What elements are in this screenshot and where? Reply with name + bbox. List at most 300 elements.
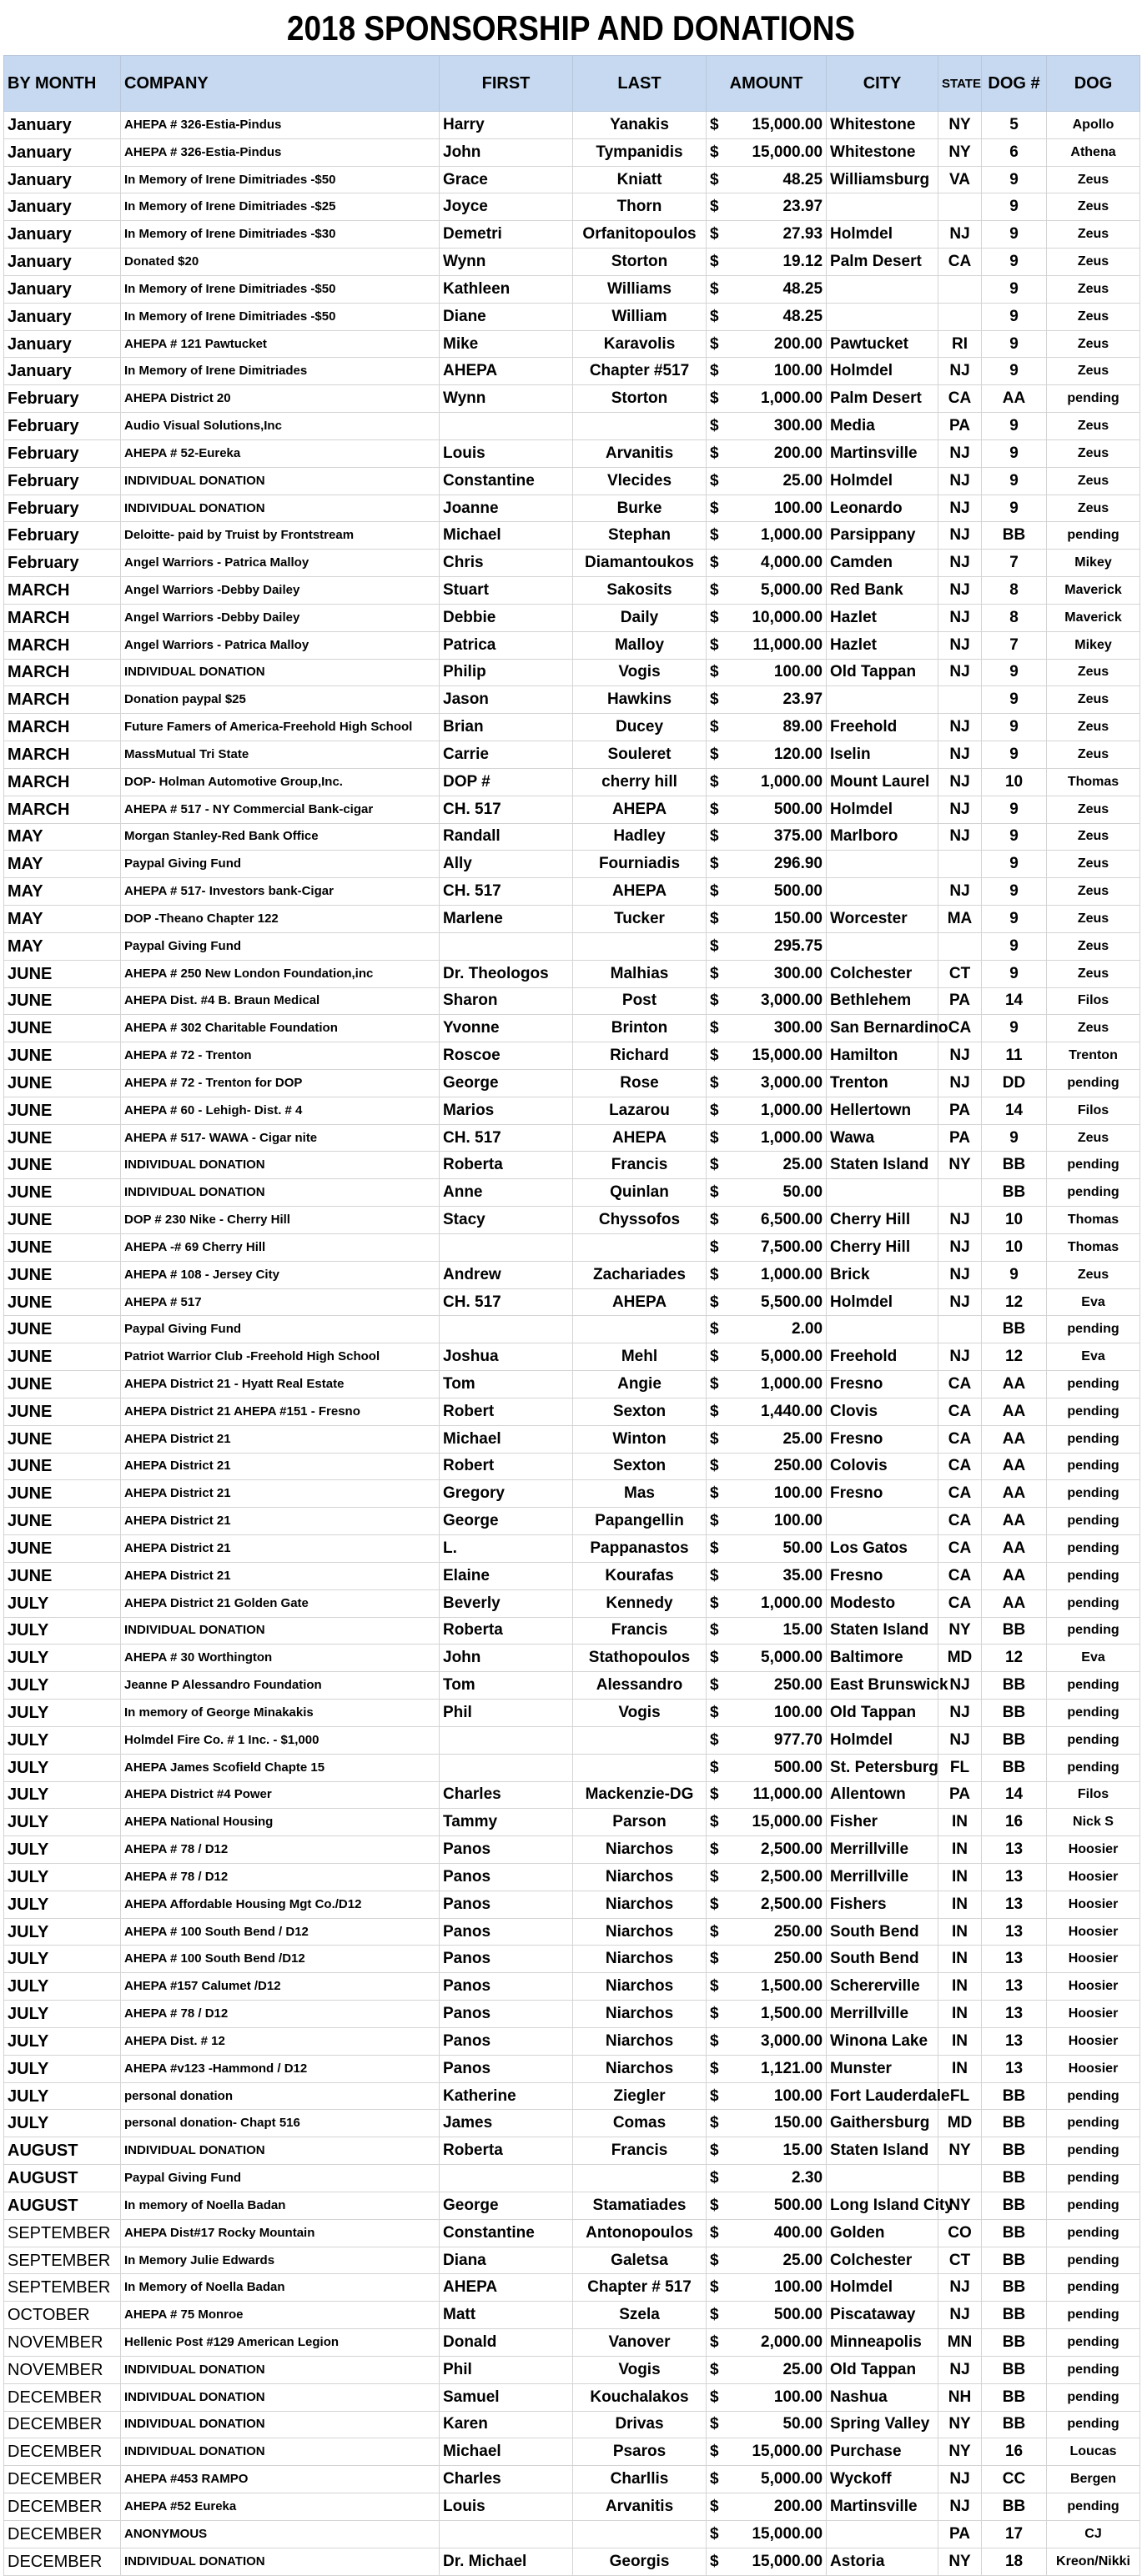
cell-dog-number[interactable]: BB <box>982 1754 1047 1781</box>
cell-amount[interactable]: 1,000.00 <box>722 1124 827 1152</box>
cell-city[interactable]: Brick <box>827 1261 938 1288</box>
cell-currency[interactable]: $ <box>707 1781 722 1809</box>
cell-first-name[interactable]: George <box>440 1069 573 1097</box>
cell-dog-number[interactable]: 14 <box>982 1781 1047 1809</box>
cell-currency[interactable]: $ <box>707 2055 722 2082</box>
cell-month[interactable]: JULY <box>4 1864 121 1891</box>
cell-first-name[interactable]: Marios <box>440 1097 573 1124</box>
cell-state[interactable]: IN <box>938 2027 982 2055</box>
cell-first-name[interactable]: Debbie <box>440 604 573 631</box>
cell-city[interactable] <box>827 686 938 714</box>
cell-month[interactable]: MAY <box>4 823 121 851</box>
cell-dog-number[interactable]: 9 <box>982 796 1047 823</box>
cell-month[interactable]: SEPTEMBER <box>4 2274 121 2302</box>
cell-month[interactable]: February <box>4 413 121 440</box>
cell-dog-number[interactable]: 12 <box>982 1288 1047 1316</box>
cell-city[interactable]: Martinsville <box>827 439 938 467</box>
cell-city[interactable]: Nashua <box>827 2383 938 2411</box>
cell-month[interactable]: JUNE <box>4 1398 121 1425</box>
cell-city[interactable] <box>827 851 938 878</box>
cell-last-name[interactable]: Mehl <box>573 1343 707 1371</box>
cell-currency[interactable]: $ <box>707 439 722 467</box>
cell-state[interactable]: IN <box>938 2055 982 2082</box>
cell-company[interactable]: AHEPA # 517 <box>121 1288 440 1316</box>
cell-city[interactable]: Holmdel <box>827 2274 938 2302</box>
cell-last-name[interactable]: Niarchos <box>573 1891 707 1918</box>
cell-dog-name[interactable]: Loucas <box>1047 2438 1140 2466</box>
cell-first-name[interactable]: Constantine <box>440 2219 573 2247</box>
cell-state[interactable]: FL <box>938 1754 982 1781</box>
cell-dog-name[interactable]: pending <box>1047 1754 1140 1781</box>
cell-last-name[interactable]: Souleret <box>573 741 707 769</box>
cell-city[interactable]: Modesto <box>827 1589 938 1617</box>
cell-last-name[interactable]: Galetsa <box>573 2247 707 2274</box>
cell-state[interactable]: MD <box>938 1645 982 1672</box>
cell-last-name[interactable]: Lazarou <box>573 1097 707 1124</box>
cell-state[interactable]: PA <box>938 1097 982 1124</box>
cell-first-name[interactable]: George <box>440 1508 573 1535</box>
cell-state[interactable] <box>938 193 982 221</box>
cell-state[interactable]: NJ <box>938 1069 982 1097</box>
cell-first-name[interactable]: L. <box>440 1535 573 1563</box>
cell-currency[interactable]: $ <box>707 2247 722 2274</box>
cell-dog-number[interactable]: AA <box>982 1508 1047 1535</box>
cell-amount[interactable]: 1,500.00 <box>722 1973 827 2001</box>
cell-company[interactable]: INDIVIDUAL DONATION <box>121 2411 440 2438</box>
cell-company[interactable]: AHEPA # 100 South Bend / D12 <box>121 1918 440 1946</box>
cell-dog-number[interactable]: 9 <box>982 714 1047 741</box>
cell-first-name[interactable]: Chris <box>440 550 573 577</box>
cell-currency[interactable]: $ <box>707 1535 722 1563</box>
cell-first-name[interactable]: Tom <box>440 1672 573 1700</box>
cell-month[interactable]: JUNE <box>4 1480 121 1508</box>
cell-last-name[interactable]: William <box>573 303 707 330</box>
column-header-company[interactable]: COMPANY <box>121 56 440 112</box>
cell-company[interactable]: Paypal Giving Fund <box>121 851 440 878</box>
cell-amount[interactable]: 1,000.00 <box>722 385 827 413</box>
cell-amount[interactable]: 295.75 <box>722 932 827 960</box>
cell-last-name[interactable]: Chyssofos <box>573 1207 707 1234</box>
column-header-last[interactable]: LAST <box>573 56 707 112</box>
cell-company[interactable]: AHEPA District 21 <box>121 1425 440 1453</box>
cell-state[interactable]: NJ <box>938 796 982 823</box>
cell-first-name[interactable]: Panos <box>440 2055 573 2082</box>
cell-last-name[interactable]: Yanakis <box>573 112 707 139</box>
cell-last-name[interactable]: Ziegler <box>573 2082 707 2110</box>
cell-month[interactable]: JULY <box>4 1918 121 1946</box>
cell-company[interactable]: In Memory of Irene Dimitriades -$30 <box>121 221 440 249</box>
cell-amount[interactable]: 1,000.00 <box>722 1261 827 1288</box>
cell-company[interactable]: AHEPA Dist. # 12 <box>121 2027 440 2055</box>
cell-dog-name[interactable]: Thomas <box>1047 1207 1140 1234</box>
cell-state[interactable]: NJ <box>938 1207 982 1234</box>
cell-last-name[interactable]: Niarchos <box>573 1864 707 1891</box>
cell-state[interactable]: NY <box>938 138 982 166</box>
cell-first-name[interactable]: Constantine <box>440 467 573 495</box>
cell-last-name[interactable]: cherry hill <box>573 768 707 796</box>
cell-company[interactable]: Deloitte- paid by Truist by Frontstream <box>121 522 440 550</box>
cell-amount[interactable]: 6,500.00 <box>722 1207 827 1234</box>
cell-dog-number[interactable]: 9 <box>982 823 1047 851</box>
cell-last-name[interactable]: AHEPA <box>573 1288 707 1316</box>
cell-month[interactable]: DECEMBER <box>4 2438 121 2466</box>
cell-dog-name[interactable]: pending <box>1047 2165 1140 2192</box>
cell-amount[interactable]: 1,500.00 <box>722 2001 827 2028</box>
cell-city[interactable]: Schererville <box>827 1973 938 2001</box>
cell-dog-name[interactable]: Apollo <box>1047 112 1140 139</box>
cell-last-name[interactable]: Chapter #517 <box>573 358 707 385</box>
cell-first-name[interactable]: Stuart <box>440 577 573 605</box>
cell-city[interactable]: Holmdel <box>827 467 938 495</box>
cell-first-name[interactable]: Louis <box>440 439 573 467</box>
cell-company[interactable]: AHEPA # 75 Monroe <box>121 2302 440 2329</box>
cell-dog-number[interactable]: BB <box>982 2274 1047 2302</box>
cell-state[interactable]: NJ <box>938 2466 982 2493</box>
cell-city[interactable] <box>827 1508 938 1535</box>
cell-city[interactable] <box>827 878 938 906</box>
cell-city[interactable] <box>827 2520 938 2548</box>
cell-first-name[interactable]: Diane <box>440 303 573 330</box>
cell-currency[interactable]: $ <box>707 2438 722 2466</box>
cell-city[interactable]: Mount Laurel <box>827 768 938 796</box>
cell-first-name[interactable]: Roscoe <box>440 1042 573 1070</box>
cell-state[interactable]: CA <box>938 1015 982 1042</box>
cell-amount[interactable]: 15.00 <box>722 2137 827 2165</box>
cell-dog-name[interactable]: Zeus <box>1047 714 1140 741</box>
cell-dog-number[interactable]: BB <box>982 2329 1047 2357</box>
cell-month[interactable]: OCTOBER <box>4 2302 121 2329</box>
cell-dog-number[interactable]: 13 <box>982 1891 1047 1918</box>
cell-dog-name[interactable]: Zeus <box>1047 467 1140 495</box>
cell-currency[interactable]: $ <box>707 1973 722 2001</box>
cell-dog-number[interactable]: BB <box>982 2493 1047 2521</box>
cell-currency[interactable]: $ <box>707 2001 722 2028</box>
cell-month[interactable]: NOVEMBER <box>4 2356 121 2383</box>
cell-city[interactable]: Wawa <box>827 1124 938 1152</box>
cell-amount[interactable]: 11,000.00 <box>722 631 827 659</box>
cell-city[interactable]: Munster <box>827 2055 938 2082</box>
cell-company[interactable]: DOP -Theano Chapter 122 <box>121 906 440 933</box>
cell-currency[interactable]: $ <box>707 932 722 960</box>
cell-currency[interactable]: $ <box>707 1288 722 1316</box>
cell-dog-number[interactable]: 17 <box>982 2520 1047 2548</box>
cell-dog-number[interactable]: BB <box>982 1316 1047 1343</box>
cell-month[interactable]: JUNE <box>4 1508 121 1535</box>
cell-last-name[interactable]: Psaros <box>573 2438 707 2466</box>
cell-city[interactable]: Los Gatos <box>827 1535 938 1563</box>
cell-amount[interactable]: 100.00 <box>722 495 827 522</box>
cell-amount[interactable]: 25.00 <box>722 1425 827 1453</box>
cell-company[interactable]: DOP # 230 Nike - Cherry Hill <box>121 1207 440 1234</box>
cell-currency[interactable]: $ <box>707 385 722 413</box>
cell-amount[interactable]: 25.00 <box>722 2356 827 2383</box>
cell-dog-name[interactable]: Eva <box>1047 1645 1140 1672</box>
cell-first-name[interactable]: Panos <box>440 1836 573 1864</box>
cell-dog-number[interactable]: AA <box>982 1453 1047 1480</box>
cell-currency[interactable]: $ <box>707 823 722 851</box>
cell-state[interactable]: IN <box>938 1918 982 1946</box>
cell-currency[interactable]: $ <box>707 221 722 249</box>
cell-city[interactable]: Colovis <box>827 1453 938 1480</box>
cell-dog-number[interactable]: CC <box>982 2466 1047 2493</box>
cell-dog-name[interactable]: pending <box>1047 2082 1140 2110</box>
cell-month[interactable]: JULY <box>4 2082 121 2110</box>
cell-month[interactable]: January <box>4 112 121 139</box>
cell-dog-number[interactable]: AA <box>982 1589 1047 1617</box>
cell-dog-number[interactable]: AA <box>982 385 1047 413</box>
cell-city[interactable]: Bethlehem <box>827 987 938 1015</box>
cell-company[interactable]: Angel Warriors -Debby Dailey <box>121 577 440 605</box>
cell-currency[interactable]: $ <box>707 495 722 522</box>
cell-last-name[interactable]: Quinlan <box>573 1179 707 1207</box>
cell-city[interactable]: Minneapolis <box>827 2329 938 2357</box>
cell-last-name[interactable]: Malhias <box>573 960 707 987</box>
cell-month[interactable]: JUNE <box>4 1179 121 1207</box>
cell-dog-number[interactable]: BB <box>982 1152 1047 1179</box>
cell-state[interactable]: IN <box>938 1946 982 1973</box>
cell-dog-name[interactable]: pending <box>1047 2137 1140 2165</box>
cell-city[interactable]: Fresno <box>827 1480 938 1508</box>
cell-last-name[interactable]: Parson <box>573 1809 707 1836</box>
cell-city[interactable]: Holmdel <box>827 221 938 249</box>
cell-dog-number[interactable]: AA <box>982 1425 1047 1453</box>
cell-currency[interactable]: $ <box>707 631 722 659</box>
cell-dog-name[interactable]: Zeus <box>1047 439 1140 467</box>
cell-amount[interactable]: 1,440.00 <box>722 1398 827 1425</box>
cell-city[interactable]: Colchester <box>827 2247 938 2274</box>
cell-city[interactable]: South Bend <box>827 1946 938 1973</box>
cell-first-name[interactable]: Samuel <box>440 2383 573 2411</box>
cell-state[interactable]: MA <box>938 906 982 933</box>
cell-company[interactable]: Hellenic Post #129 American Legion <box>121 2329 440 2357</box>
cell-first-name[interactable]: Gregory <box>440 1480 573 1508</box>
cell-dog-name[interactable]: pending <box>1047 2192 1140 2219</box>
cell-dog-number[interactable]: AA <box>982 1398 1047 1425</box>
cell-amount[interactable]: 2.00 <box>722 1316 827 1343</box>
cell-city[interactable]: Merrillville <box>827 2001 938 2028</box>
cell-state[interactable] <box>938 1179 982 1207</box>
cell-amount[interactable]: 100.00 <box>722 1700 827 1727</box>
cell-dog-name[interactable]: Zeus <box>1047 851 1140 878</box>
cell-dog-name[interactable]: pending <box>1047 2356 1140 2383</box>
cell-currency[interactable]: $ <box>707 1233 722 1261</box>
cell-dog-number[interactable]: DD <box>982 1069 1047 1097</box>
cell-currency[interactable]: $ <box>707 1645 722 1672</box>
cell-currency[interactable]: $ <box>707 1453 722 1480</box>
cell-state[interactable]: NJ <box>938 1343 982 1371</box>
cell-dog-name[interactable]: Bergen <box>1047 2466 1140 2493</box>
cell-first-name[interactable]: Panos <box>440 2001 573 2028</box>
cell-company[interactable]: MassMutual Tri State <box>121 741 440 769</box>
cell-currency[interactable]: $ <box>707 112 722 139</box>
cell-company[interactable]: AHEPA National Housing <box>121 1809 440 1836</box>
cell-dog-name[interactable]: Zeus <box>1047 249 1140 276</box>
cell-currency[interactable]: $ <box>707 467 722 495</box>
cell-state[interactable]: IN <box>938 1891 982 1918</box>
cell-month[interactable]: January <box>4 138 121 166</box>
cell-dog-number[interactable]: 12 <box>982 1645 1047 1672</box>
cell-month[interactable]: JUNE <box>4 1233 121 1261</box>
cell-dog-number[interactable]: 9 <box>982 413 1047 440</box>
cell-month[interactable]: JUNE <box>4 1453 121 1480</box>
column-header-dog-number[interactable]: DOG # <box>982 56 1047 112</box>
cell-first-name[interactable]: Joshua <box>440 1343 573 1371</box>
cell-dog-name[interactable]: pending <box>1047 1069 1140 1097</box>
cell-state[interactable] <box>938 851 982 878</box>
cell-dog-name[interactable]: pending <box>1047 1535 1140 1563</box>
cell-dog-number[interactable]: 12 <box>982 1343 1047 1371</box>
cell-amount[interactable]: 500.00 <box>722 878 827 906</box>
cell-amount[interactable]: 1,000.00 <box>722 768 827 796</box>
cell-first-name[interactable] <box>440 932 573 960</box>
cell-first-name[interactable]: Beverly <box>440 1589 573 1617</box>
cell-amount[interactable]: 27.93 <box>722 221 827 249</box>
cell-last-name[interactable]: Daily <box>573 604 707 631</box>
cell-amount[interactable]: 100.00 <box>722 659 827 686</box>
cell-currency[interactable]: $ <box>707 303 722 330</box>
cell-dog-name[interactable]: Hoosier <box>1047 1946 1140 1973</box>
cell-company[interactable]: In Memory of Irene Dimitriades <box>121 358 440 385</box>
cell-first-name[interactable]: Phil <box>440 2356 573 2383</box>
cell-company[interactable]: In Memory of Irene Dimitriades -$50 <box>121 166 440 193</box>
cell-company[interactable]: Donated $20 <box>121 249 440 276</box>
cell-company[interactable]: AHEPA # 60 - Lehigh- Dist. # 4 <box>121 1097 440 1124</box>
cell-last-name[interactable]: Brinton <box>573 1015 707 1042</box>
cell-last-name[interactable]: Tucker <box>573 906 707 933</box>
cell-dog-name[interactable]: pending <box>1047 1726 1140 1754</box>
cell-dog-number[interactable]: 11 <box>982 1042 1047 1070</box>
cell-state[interactable]: NY <box>938 2438 982 2466</box>
cell-dog-name[interactable]: pending <box>1047 1398 1140 1425</box>
cell-first-name[interactable]: Panos <box>440 1864 573 1891</box>
cell-city[interactable]: Parsippany <box>827 522 938 550</box>
cell-month[interactable]: JUNE <box>4 1015 121 1042</box>
cell-currency[interactable]: $ <box>707 2302 722 2329</box>
cell-company[interactable]: In Memory of Irene Dimitriades -$25 <box>121 193 440 221</box>
cell-city[interactable]: Fort Lauderdale <box>827 2082 938 2110</box>
cell-dog-name[interactable]: pending <box>1047 1508 1140 1535</box>
cell-state[interactable] <box>938 303 982 330</box>
cell-last-name[interactable]: Niarchos <box>573 1973 707 2001</box>
cell-first-name[interactable]: Diana <box>440 2247 573 2274</box>
cell-state[interactable]: NJ <box>938 358 982 385</box>
cell-company[interactable]: AHEPA District 21 <box>121 1562 440 1589</box>
cell-amount[interactable]: 48.25 <box>722 275 827 303</box>
cell-city[interactable]: East Brunswick <box>827 1672 938 1700</box>
cell-last-name[interactable] <box>573 1233 707 1261</box>
cell-first-name[interactable]: Panos <box>440 2027 573 2055</box>
cell-dog-number[interactable]: 18 <box>982 2548 1047 2575</box>
cell-company[interactable]: AHEPA # 250 New London Foundation,inc <box>121 960 440 987</box>
cell-company[interactable]: AHEPA # 517- WAWA - Cigar nite <box>121 1124 440 1152</box>
cell-city[interactable]: St. Petersburg <box>827 1754 938 1781</box>
cell-month[interactable]: February <box>4 495 121 522</box>
cell-dog-number[interactable]: AA <box>982 1562 1047 1589</box>
cell-company[interactable]: Paypal Giving Fund <box>121 1316 440 1343</box>
cell-dog-name[interactable]: Zeus <box>1047 686 1140 714</box>
cell-first-name[interactable]: Tammy <box>440 1809 573 1836</box>
cell-dog-number[interactable]: 9 <box>982 741 1047 769</box>
cell-state[interactable]: NH <box>938 2383 982 2411</box>
cell-dog-name[interactable]: pending <box>1047 2411 1140 2438</box>
cell-company[interactable]: In Memory of Irene Dimitriades -$50 <box>121 303 440 330</box>
cell-state[interactable]: CA <box>938 1508 982 1535</box>
cell-first-name[interactable]: Tom <box>440 1371 573 1398</box>
cell-dog-name[interactable]: Zeus <box>1047 906 1140 933</box>
cell-first-name[interactable]: Roberta <box>440 2137 573 2165</box>
cell-amount[interactable]: 48.25 <box>722 166 827 193</box>
cell-last-name[interactable] <box>573 413 707 440</box>
cell-currency[interactable]: $ <box>707 1589 722 1617</box>
cell-state[interactable]: PA <box>938 987 982 1015</box>
cell-city[interactable]: Camden <box>827 550 938 577</box>
cell-first-name[interactable]: Roberta <box>440 1617 573 1645</box>
cell-company[interactable]: AHEPA District #4 Power <box>121 1781 440 1809</box>
cell-city[interactable]: Holmdel <box>827 358 938 385</box>
cell-dog-number[interactable]: 13 <box>982 2027 1047 2055</box>
cell-last-name[interactable]: Vogis <box>573 2356 707 2383</box>
cell-month[interactable]: January <box>4 249 121 276</box>
cell-first-name[interactable]: George <box>440 2192 573 2219</box>
cell-state[interactable]: NJ <box>938 604 982 631</box>
cell-dog-name[interactable]: Zeus <box>1047 303 1140 330</box>
cell-last-name[interactable]: Georgis <box>573 2548 707 2575</box>
cell-month[interactable]: JUNE <box>4 1152 121 1179</box>
cell-last-name[interactable]: Kouchalakos <box>573 2383 707 2411</box>
cell-city[interactable]: Baltimore <box>827 1645 938 1672</box>
cell-dog-name[interactable]: Zeus <box>1047 193 1140 221</box>
cell-last-name[interactable]: Fourniadis <box>573 851 707 878</box>
cell-last-name[interactable]: Stephan <box>573 522 707 550</box>
cell-month[interactable]: SEPTEMBER <box>4 2247 121 2274</box>
cell-amount[interactable]: 500.00 <box>722 2192 827 2219</box>
cell-currency[interactable]: $ <box>707 1918 722 1946</box>
cell-last-name[interactable]: Hadley <box>573 823 707 851</box>
cell-dog-name[interactable]: pending <box>1047 2219 1140 2247</box>
cell-last-name[interactable]: Williams <box>573 275 707 303</box>
cell-last-name[interactable] <box>573 1754 707 1781</box>
cell-last-name[interactable] <box>573 2165 707 2192</box>
cell-currency[interactable]: $ <box>707 413 722 440</box>
cell-state[interactable]: NJ <box>938 2274 982 2302</box>
cell-city[interactable]: Martinsville <box>827 2493 938 2521</box>
cell-first-name[interactable]: CH. 517 <box>440 796 573 823</box>
cell-amount[interactable]: 25.00 <box>722 467 827 495</box>
cell-last-name[interactable]: Francis <box>573 1617 707 1645</box>
cell-first-name[interactable]: John <box>440 138 573 166</box>
cell-month[interactable]: JULY <box>4 1700 121 1727</box>
cell-amount[interactable]: 100.00 <box>722 1508 827 1535</box>
cell-last-name[interactable]: Sexton <box>573 1398 707 1425</box>
cell-amount[interactable]: 300.00 <box>722 960 827 987</box>
cell-state[interactable]: NY <box>938 2192 982 2219</box>
cell-city[interactable]: Piscataway <box>827 2302 938 2329</box>
cell-first-name[interactable]: Panos <box>440 1946 573 1973</box>
cell-company[interactable]: DOP- Holman Automotive Group,Inc. <box>121 768 440 796</box>
cell-last-name[interactable]: AHEPA <box>573 878 707 906</box>
cell-dog-number[interactable]: 9 <box>982 467 1047 495</box>
cell-amount[interactable]: 150.00 <box>722 906 827 933</box>
cell-currency[interactable]: $ <box>707 2192 722 2219</box>
cell-amount[interactable]: 250.00 <box>722 1672 827 1700</box>
cell-dog-number[interactable]: 9 <box>982 1124 1047 1152</box>
cell-dog-name[interactable]: pending <box>1047 522 1140 550</box>
cell-company[interactable]: AHEPA #157 Calumet /D12 <box>121 1973 440 2001</box>
cell-currency[interactable]: $ <box>707 166 722 193</box>
cell-dog-name[interactable]: Hoosier <box>1047 1891 1140 1918</box>
cell-dog-number[interactable]: 9 <box>982 960 1047 987</box>
cell-currency[interactable]: $ <box>707 851 722 878</box>
